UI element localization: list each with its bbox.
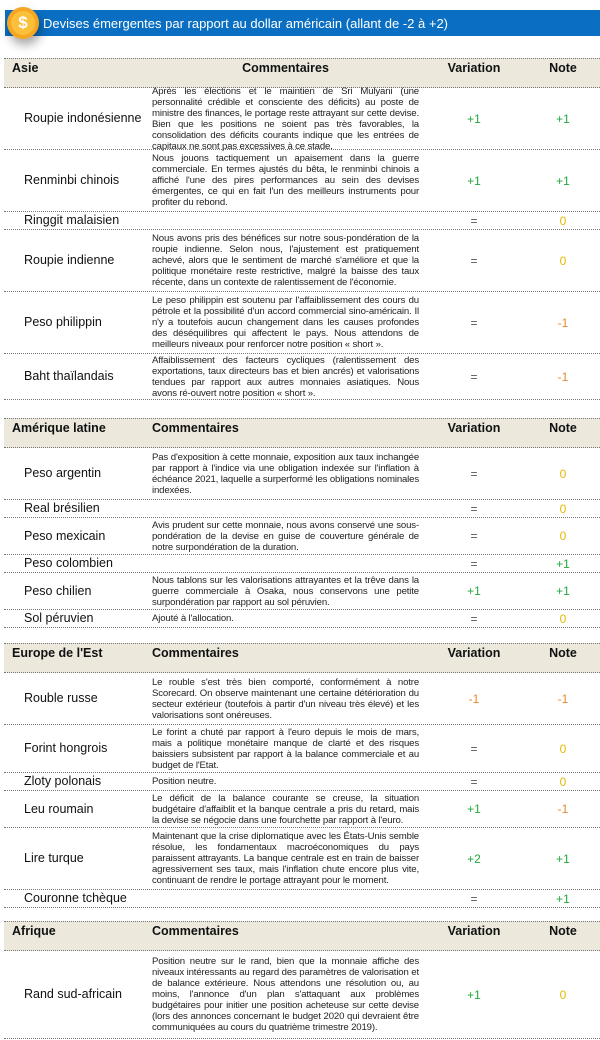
comment-header: Commentaires [152,924,239,938]
variation-value: +1 [467,987,481,1002]
variation-value: +2 [467,851,481,866]
currency-name: Couronne tchèque [24,891,127,905]
currency-name: Zloty polonais [24,774,102,788]
variation-value: +1 [467,584,481,598]
section-header [4,418,600,448]
currency-name: Leu roumain [24,801,94,816]
note-value: +1 [556,173,570,188]
variation-value: = [470,774,478,789]
section-am-rique-latine [4,418,600,628]
note-value: 0 [559,529,567,543]
region-header: Europe de l'Est [12,646,103,660]
variation-value: = [470,253,478,268]
currency-name: Sol péruvien [24,611,94,625]
variation-value: +1 [467,802,481,816]
note-value: 0 [559,501,567,516]
variation-value: = [470,466,478,481]
section-europe-de-l-est [4,643,600,908]
currency-name: Roupie indonésienne [24,111,142,125]
comment-text: Le forint a chuté par rapport à l'euro depuis le mois de mars, mais a politique monétaire manque de clarté et des risques baissiers subsistent par rapport à la balance commerciale et au budget de l'Etat. [152,726,419,771]
currency-name: Lire turque [24,851,84,865]
variation-value: = [470,501,478,516]
table-row [4,610,600,628]
variation-value: -1 [468,691,480,706]
table-row [4,791,600,828]
table-row [4,951,600,1039]
table-row [4,212,600,230]
comment-text: Position neutre sur le rand, bien que la monnaie affiche des niveaux intéressants au regard des paramètres de valorisation et de balance extérieure. Nous attendons une résolution ou, au moins, l'annonce d'un plan s'attaquant aux problèmes budgétaires pour initier une position acheteuse sur cette devise (lors des annonces concernant le budget 2020 qui devraient être communiquées au cours du quatrième trimestre 2019). [152,956,419,1033]
table-row [4,573,600,610]
table-row [4,150,600,212]
comment-text: Affaiblissement des facteurs cycliques (ralentissement des exportations, taux directeurs bas et bien ancrés) et valorisations tendues par rapport aux autres monnaies asiatiques. Nous avons ré-ouvert notre position « short ». [152,354,419,399]
note-value: 0 [559,213,567,228]
note-value: -1 [557,691,569,706]
note-header: Note [549,421,577,435]
note-value: -1 [557,802,569,816]
comment-header: Commentaires [242,61,329,75]
variation-value: = [470,213,478,228]
variation-value: = [470,315,478,330]
comment-header: Commentaires [152,646,239,660]
note-value: 0 [559,987,567,1002]
comment-text: Ajouté à l'allocation. [152,613,234,624]
section-afrique [4,921,600,1039]
variation-value: = [470,741,478,756]
currency-name: Baht thaïlandais [24,369,114,383]
variation-value: = [470,611,478,626]
currency-name: Forint hongrois [24,741,108,755]
table-row [4,828,600,890]
comment-text: Position neutre. [152,776,217,787]
variation-header: Variation [447,61,501,75]
table-row [4,500,600,518]
table-row [4,292,600,354]
variation-value: = [470,556,478,571]
currency-name: Peso chilien [24,583,92,598]
comment-text: Nous tablons sur les valorisations attrayantes et la trêve dans la guerre commerciale à Osaka, nous conservons une petite surpondération par rapport au sol péruvien. [152,574,419,608]
comment-text: Après les élections et le maintien de Sri Mulyani (une personnalité crédible et consciente des déficits) au poste de ministre des finances, le portage reste attrayant sur cette devise. Bien que les positions ne soient pas très favorables, la consolidation des déficits courants indique que les entrées de capitaux ne sont pas excessives à ce stade. [152,85,419,152]
table-row [4,230,600,292]
note-value: 0 [559,253,567,268]
currency-name: Real brésilien [24,501,100,515]
comment-text: Avis prudent sur cette monnaie, nous avons conservé une sous-pondération de la devise en guise de couverture générale de notre surpondération de la duration. [152,519,419,553]
variation-value: = [470,529,478,543]
title-text: Devises émergentes par rapport au dollar américain (allant de -2 à +2) [43,15,449,31]
note-value: +1 [556,891,570,906]
variation-value: +1 [467,111,481,126]
table-row [4,85,600,152]
variation-header: Variation [447,924,501,938]
note-value: 0 [559,774,567,789]
note-header: Note [549,646,577,660]
comment-text: Maintenant que la crise diplomatique avec les États-Unis semble résolue, les fondamentaux macroéconomiques du pays paraissent attrayants. La banque centrale est en train de baisser agressivement ses taux, mais l'inflation chute encore plus vite, continuant de rendre le portage attrayant pour le moment. [152,831,419,886]
comment-text: Pas d'exposition à cette monnaie, exposition aux taux inchangée par rapport à l'indice via une obligation indexée sur l'inflation à échéance 2021, laquelle a surperformé les obligations nominales indexées. [152,451,419,496]
currency-name: Peso philippin [24,315,102,329]
section-header [4,58,600,88]
section-header [4,921,600,951]
comment-text: Nous jouons tactiquement un apaisement dans la guerre commerciale. En termes ajustés du bêta, le renminbi chinois a affiché l'une des pires performances au sein des devises émergentes, ce qui en fait l'un des meilleurs instruments pour profiter du rebond. [152,153,419,208]
currency-name: Ringgit malaisien [24,213,120,227]
note-value: 0 [559,741,567,756]
table-row [4,725,600,773]
table-row [4,890,600,908]
comment-text: Le peso philippin est soutenu par l'affaiblissement des cours du pétrole et la possibilité d'un accord commercial sino-américain. Il n'y a toutefois aucun changement dans les causes profondes des déséquilibres qui affectent le pays. Nous attendons de meilleurs niveaux pour renforcer notre position « short ». [152,295,419,350]
variation-header: Variation [447,646,501,660]
currency-name: Peso mexicain [24,528,106,543]
table-row [4,448,600,500]
table-row [4,354,600,400]
section-asie [4,58,600,400]
comment-text: Le déficit de la balance courante se creuse, la situation budgétaire d'affaiblit et la banque centrale a pris du retard, mais la devise se négocie dans une fourchette par rapport à l'euro. [152,792,419,826]
table-row [4,518,600,555]
currency-name: Peso argentin [24,466,102,480]
variation-value: +1 [467,173,481,188]
comment-header: Commentaires [152,421,239,435]
region-header: Afrique [12,924,56,938]
section-header [4,643,600,673]
currency-name: Renminbi chinois [24,173,120,187]
note-value: 0 [559,611,567,626]
currency-name: Rand sud-africain [24,987,122,1001]
note-header: Note [549,924,577,938]
variation-value: = [470,891,478,906]
region-header: Amérique latine [12,421,106,435]
currency-name: Peso colombien [24,556,113,570]
note-value: +1 [556,584,570,598]
note-value: +1 [556,851,570,866]
note-header: Note [549,61,577,75]
note-value: -1 [557,315,569,330]
variation-header: Variation [447,421,501,435]
note-value: 0 [559,466,567,481]
currency-name: Roupie indienne [24,253,115,267]
page-title [5,10,600,36]
note-value: -1 [557,369,569,384]
note-value: +1 [556,556,570,571]
variation-value: = [470,369,478,384]
note-value: +1 [556,111,570,126]
currency-name: Rouble russe [24,691,98,705]
table-row [4,773,600,791]
dollar-coin-icon: $ [7,7,39,39]
region-header: Asie [12,61,39,75]
comment-text: Nous avons pris des bénéfices sur notre sous-pondération de la roupie indienne. Selon nous, l'ajustement est pratiquement achevé, alors que le sentiment de marché s'améliore et que la politique monétaire reste restrictive, malgré la baisse des taux récente, dans un contexte de ralentissement de l'économie. [152,233,419,288]
table-row [4,673,600,725]
comment-text: Le rouble s'est très bien comporté, conformément à notre Scorecard. On observe maintenant une certaine détérioration du secteur extérieur (toutefois à partir d'un niveau très élevé) et les valorisations sont onéreuses. [152,676,419,721]
table-row [4,555,600,573]
